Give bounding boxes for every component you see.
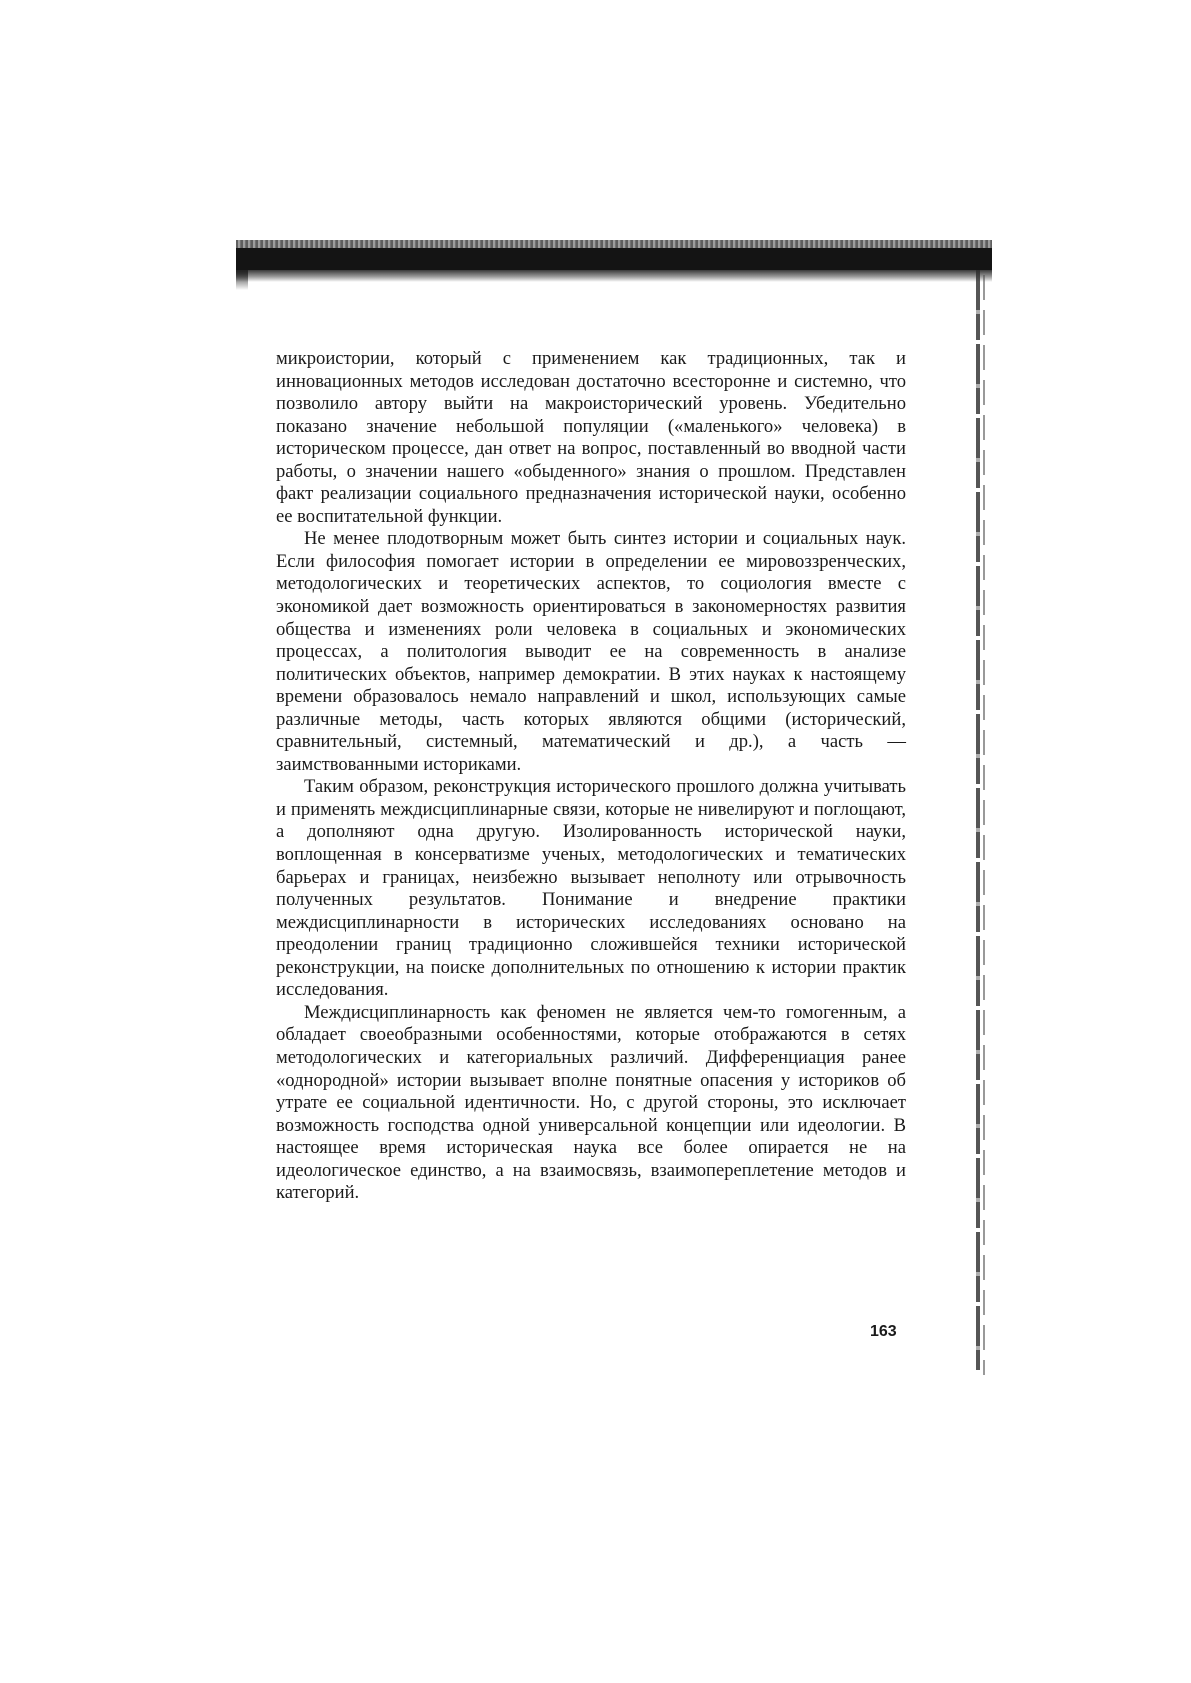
binding-edge-shadow [976, 270, 980, 1370]
page-corner-shadow [236, 270, 248, 290]
body-text-column [276, 348, 906, 1205]
binding-edge-shadow-secondary [983, 275, 985, 1375]
page-number: 163 [870, 1323, 897, 1340]
paragraph: микроистории, который с применением как традиционных, так и инновационных методов исследован достаточно всесторонне и системно, что позволило автору выйти на макроисторический уровень. Убедительно показано значение небольшой популяции («маленького» человека) в историческом процессе, дан ответ на вопрос, поставленный во вводной части работы, о значении нашего «обыденного» знания о прошлом. Представлен факт реализации социального предназначения исторической науки, особенно ее воспитательной функции. [276, 348, 906, 527]
paragraph: Таким образом, реконструкция исторического прошлого должна учитывать и применять междисциплинарные связи, которые не нивелируют и поглощают, а дополняют одна другую. Изолированность исторической науки, воплощенная в консерватизме ученых, методологических и тематических барьерах и границах, неизбежно вызывает неполноту или отрывочность полученных результатов. Понимание и внедрение практики междисциплинарности в исторических исследованиях основано на преодолении границ традиционно сложившейся техники исторической реконструкции, на поиске дополнительных по отношению к истории практик исследования. [276, 776, 906, 1001]
paragraph: Не менее плодотворным может быть синтез истории и социальных наук. Если философия помогает истории в определении ее мировоззренческих, методологических и теоретических аспектов, то социология вместе с экономикой дает возможность ориентироваться в закономерностях развития общества и изменениях роли человека в социальных и экономических процессах, а политология выводит ее на современность в анализе политических объектов, например демократии. В этих науках к настоящему времени образовалось немало направлений и школ, использующих самые различные методы, часть которых являются общими (исторический, сравнительный, системный, математический и др.), а часть — заимствованными историками. [276, 528, 906, 775]
page-top-band-shadow [236, 270, 992, 282]
page-top-dark-band [236, 248, 992, 270]
paragraph: Междисциплинарность как феномен не является чем-то гомогенным, а обладает своеобразными особенностями, которые отображаются в сетях методологических и категориальных различий. Дифференциация ранее «однородной» истории вызывает вполне понятные опасения у историков об утрате ее социальной идентичности. Но, с другой стороны, это исключает возможность господства одной универсальной концепции или идеологии. В настоящее время историческая наука все более опирается не на идеологическое единство, а на взаимосвязь, взаимопереплетение методов и категорий. [276, 1001, 906, 1204]
